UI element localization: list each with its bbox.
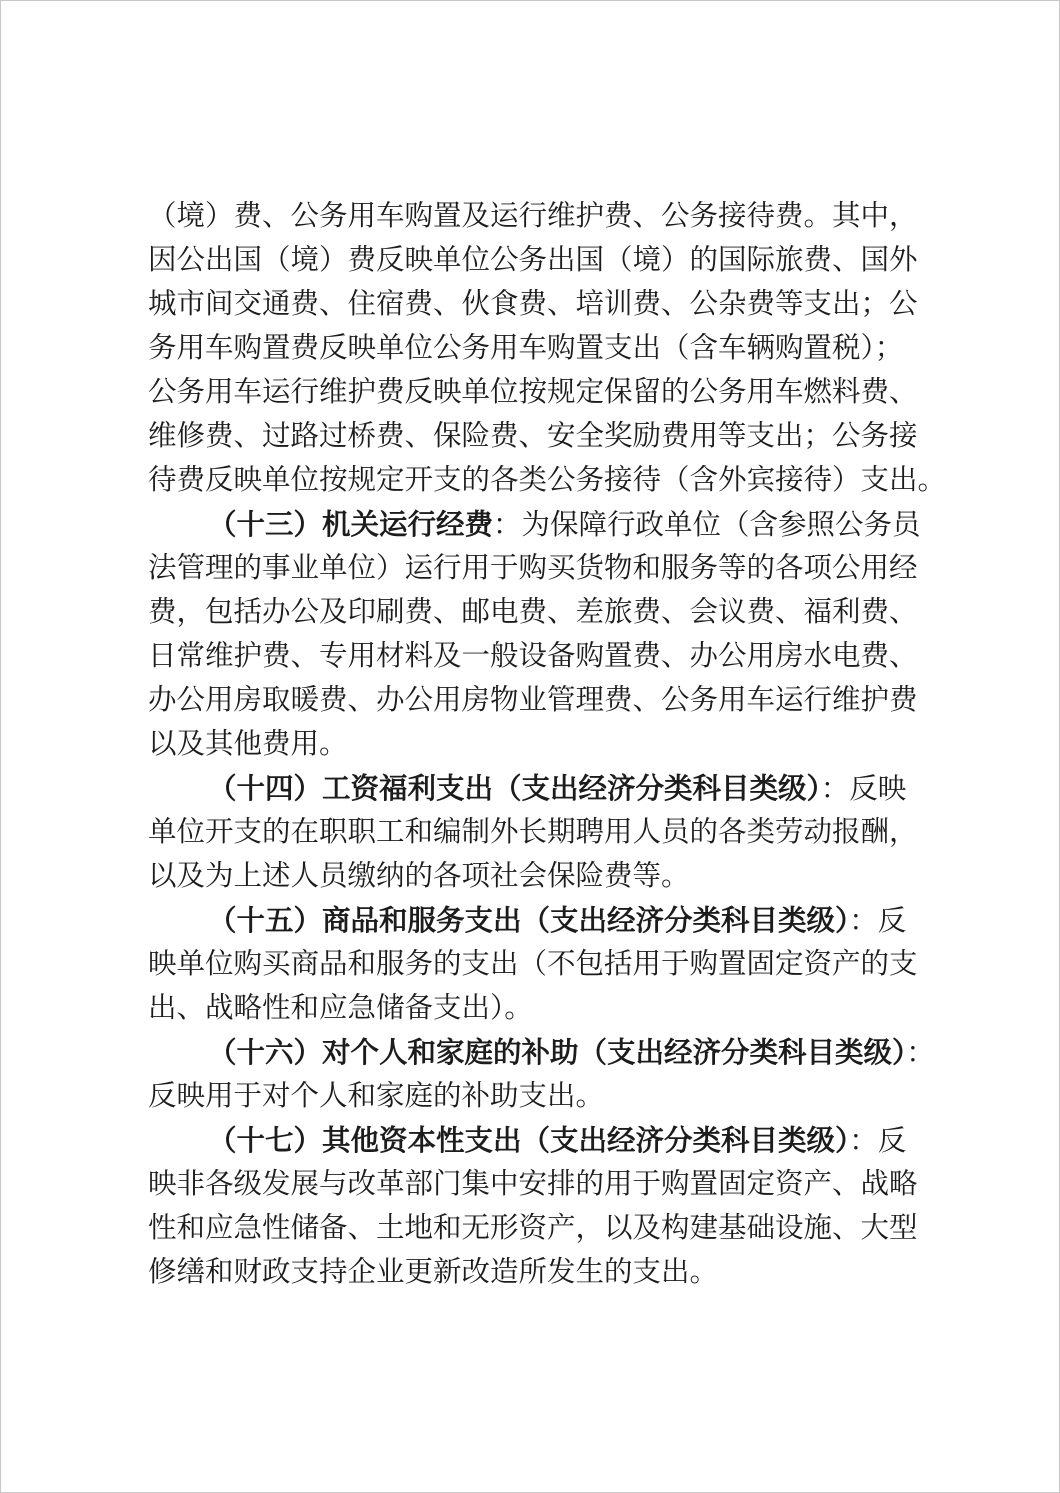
section-text: ：为保障行政单位（含参照公务员 (493, 508, 921, 541)
body-line: 维修费、过路过桥费、保险费、安全奖励费用等支出；公务接 (148, 419, 918, 452)
section-first-line (208, 1120, 906, 1160)
body-line: 务用车购置费反映单位公务用车购置支出（含车辆购置税）； (148, 331, 904, 364)
body-line: 公务用车运行维护费反映单位按规定保留的公务用车燃料费、 (148, 375, 918, 408)
body-line: 出、战略性和应急储备支出）。 (148, 991, 533, 1024)
body-line: 待费反映单位按规定开支的各类公务接待（含外宾接待）支出。 (148, 463, 947, 496)
body-line: 映单位购买商品和服务的支出（不包括用于购置固定资产的支 (148, 947, 918, 980)
section-text: ：反 (849, 904, 907, 937)
body-line: 反映用于对个人和家庭的补助支出。 (148, 1079, 605, 1112)
section-heading: （十五）商品和服务支出（支出经济分类科目类级） (208, 903, 850, 937)
body-line: 日常维护费、专用材料及一般设备购置费、办公用房水电费、 (148, 639, 918, 672)
body-line: 以及其他费用。 (148, 727, 348, 760)
body-line: （境）费、公务用车购置及运行维护费、公务接待费。其中， (148, 199, 918, 232)
body-line: 城市间交通费、住宿费、伙食费、培训费、公杂费等支出；公 (148, 287, 918, 320)
body-line: 法管理的事业单位）运行用于购买货物和服务等的各项公用经 (148, 551, 918, 584)
section-first-line (208, 504, 921, 544)
body-line: 修缮和财政支持企业更新改造所发生的支出。 (148, 1255, 719, 1288)
section-heading: （十三）机关运行经费 (208, 507, 494, 541)
section-text: ：反 (849, 1124, 907, 1157)
body-line: 以及为上述人员缴纳的各项社会保险费等。 (148, 859, 690, 892)
section-text: ： (906, 1036, 935, 1069)
section-heading: （十七）其他资本性支出（支出经济分类科目类级） (208, 1123, 850, 1157)
section-first-line (208, 768, 906, 808)
section-heading: （十四）工资福利支出（支出经济分类科目类级） (208, 771, 821, 805)
section-first-line (208, 1032, 935, 1072)
section-heading: （十六）对个人和家庭的补助（支出经济分类科目类级） (208, 1035, 907, 1069)
body-line: 办公用房取暖费、办公用房物业管理费、公务用车运行维护费 (148, 683, 918, 716)
section-text: ：反映 (820, 772, 907, 805)
body-line: 费，包括办公及印刷费、邮电费、差旅费、会议费、福利费、 (148, 595, 918, 628)
body-line: 单位开支的在职职工和编制外长期聘用人员的各类劳动报酬， (148, 815, 918, 848)
body-line: 映非各级发展与改革部门集中安排的用于购置固定资产、战略 (148, 1167, 918, 1200)
section-first-line (208, 900, 906, 940)
body-line: 性和应急性储备、土地和无形资产，以及构建基础设施、大型 (148, 1211, 918, 1244)
body-line: 因公出国（境）费反映单位公务出国（境）的国际旅费、国外 (148, 243, 918, 276)
